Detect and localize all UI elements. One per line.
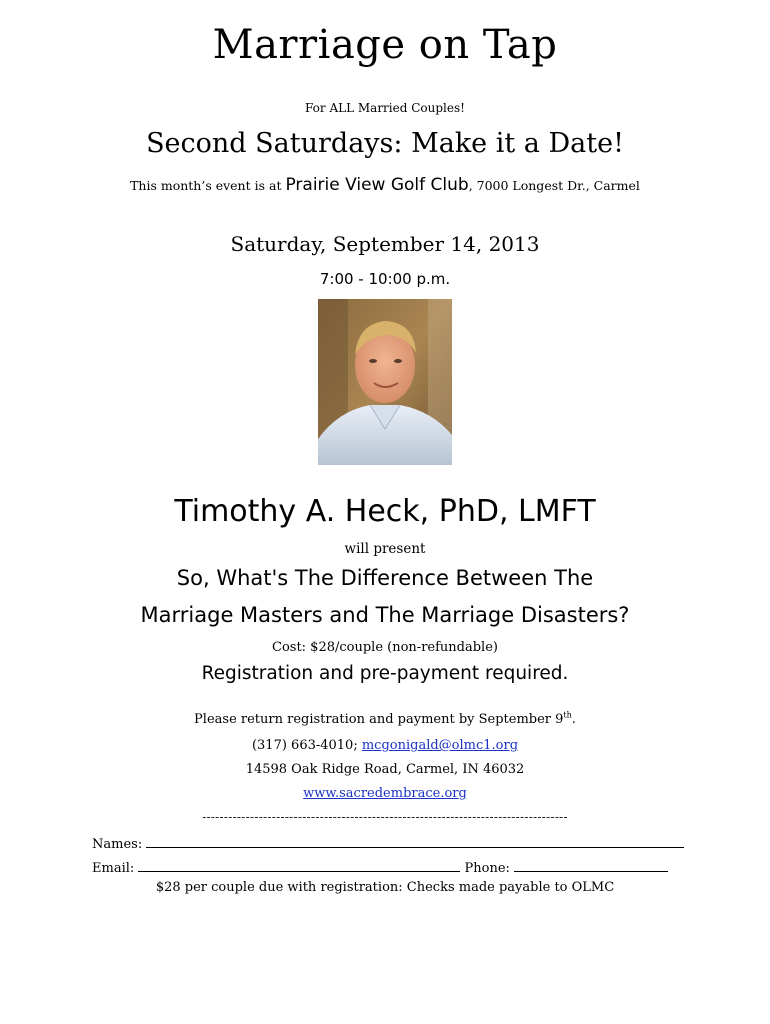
phone-label: Phone: [464, 861, 510, 876]
event-time: 7:00 - 10:00 p.m. [319, 270, 451, 288]
return-deadline [0, 712, 770, 727]
mailing-address: 14598 Oak Ridge Road, Carmel, IN 46032 [245, 762, 525, 777]
names-row [92, 835, 684, 852]
flyer-title: Marriage on Tap [212, 22, 558, 68]
contact-phone: (317) 663-4010; [251, 738, 362, 753]
names-field[interactable] [146, 835, 684, 848]
presenter-name: Timothy A. Heck, PhD, LMFT [174, 494, 596, 529]
will-present: will present [344, 541, 426, 557]
phone-field[interactable] [514, 859, 668, 872]
location-prefix: This month’s event is at [130, 178, 282, 193]
contact-email-link[interactable]: mcgonigald@olmc1.org [361, 738, 519, 753]
tagline: Second Saturdays: Make it a Date! [146, 128, 624, 159]
cost-line: Cost: $28/couple (non-refundable) [272, 640, 498, 655]
talk-title-line2: Marriage Masters and The Marriage Disasters? [140, 603, 630, 627]
cut-line-separator: ------------------------------------------------------------------------------------ [202, 810, 568, 824]
names-label: Names: [92, 837, 143, 852]
return-suffix: th [563, 710, 572, 720]
email-field[interactable] [138, 859, 460, 872]
email-phone-row [92, 859, 668, 876]
talk-title-line1: So, What's The Difference Between The [176, 566, 594, 590]
event-location [0, 175, 770, 195]
payment-note: $28 per couple due with registration: Checks made payable to OLMC [155, 880, 615, 895]
registration-notice: Registration and pre-payment required. [201, 663, 569, 684]
contact-line [0, 738, 770, 753]
website [0, 786, 770, 801]
venue-address: , 7000 Longest Dr., Carmel [468, 178, 640, 193]
event-date: Saturday, September 14, 2013 [230, 232, 540, 256]
website-link[interactable]: www.sacredembrace.org [303, 786, 467, 801]
audience-line: For ALL Married Couples! [305, 101, 465, 115]
return-text: Please return registration and payment by September 9 [194, 712, 564, 727]
presenter-photo [318, 299, 452, 465]
return-end: . [571, 712, 576, 727]
venue-name: Prairie View Golf Club [285, 175, 469, 195]
email-label: Email: [92, 861, 135, 876]
